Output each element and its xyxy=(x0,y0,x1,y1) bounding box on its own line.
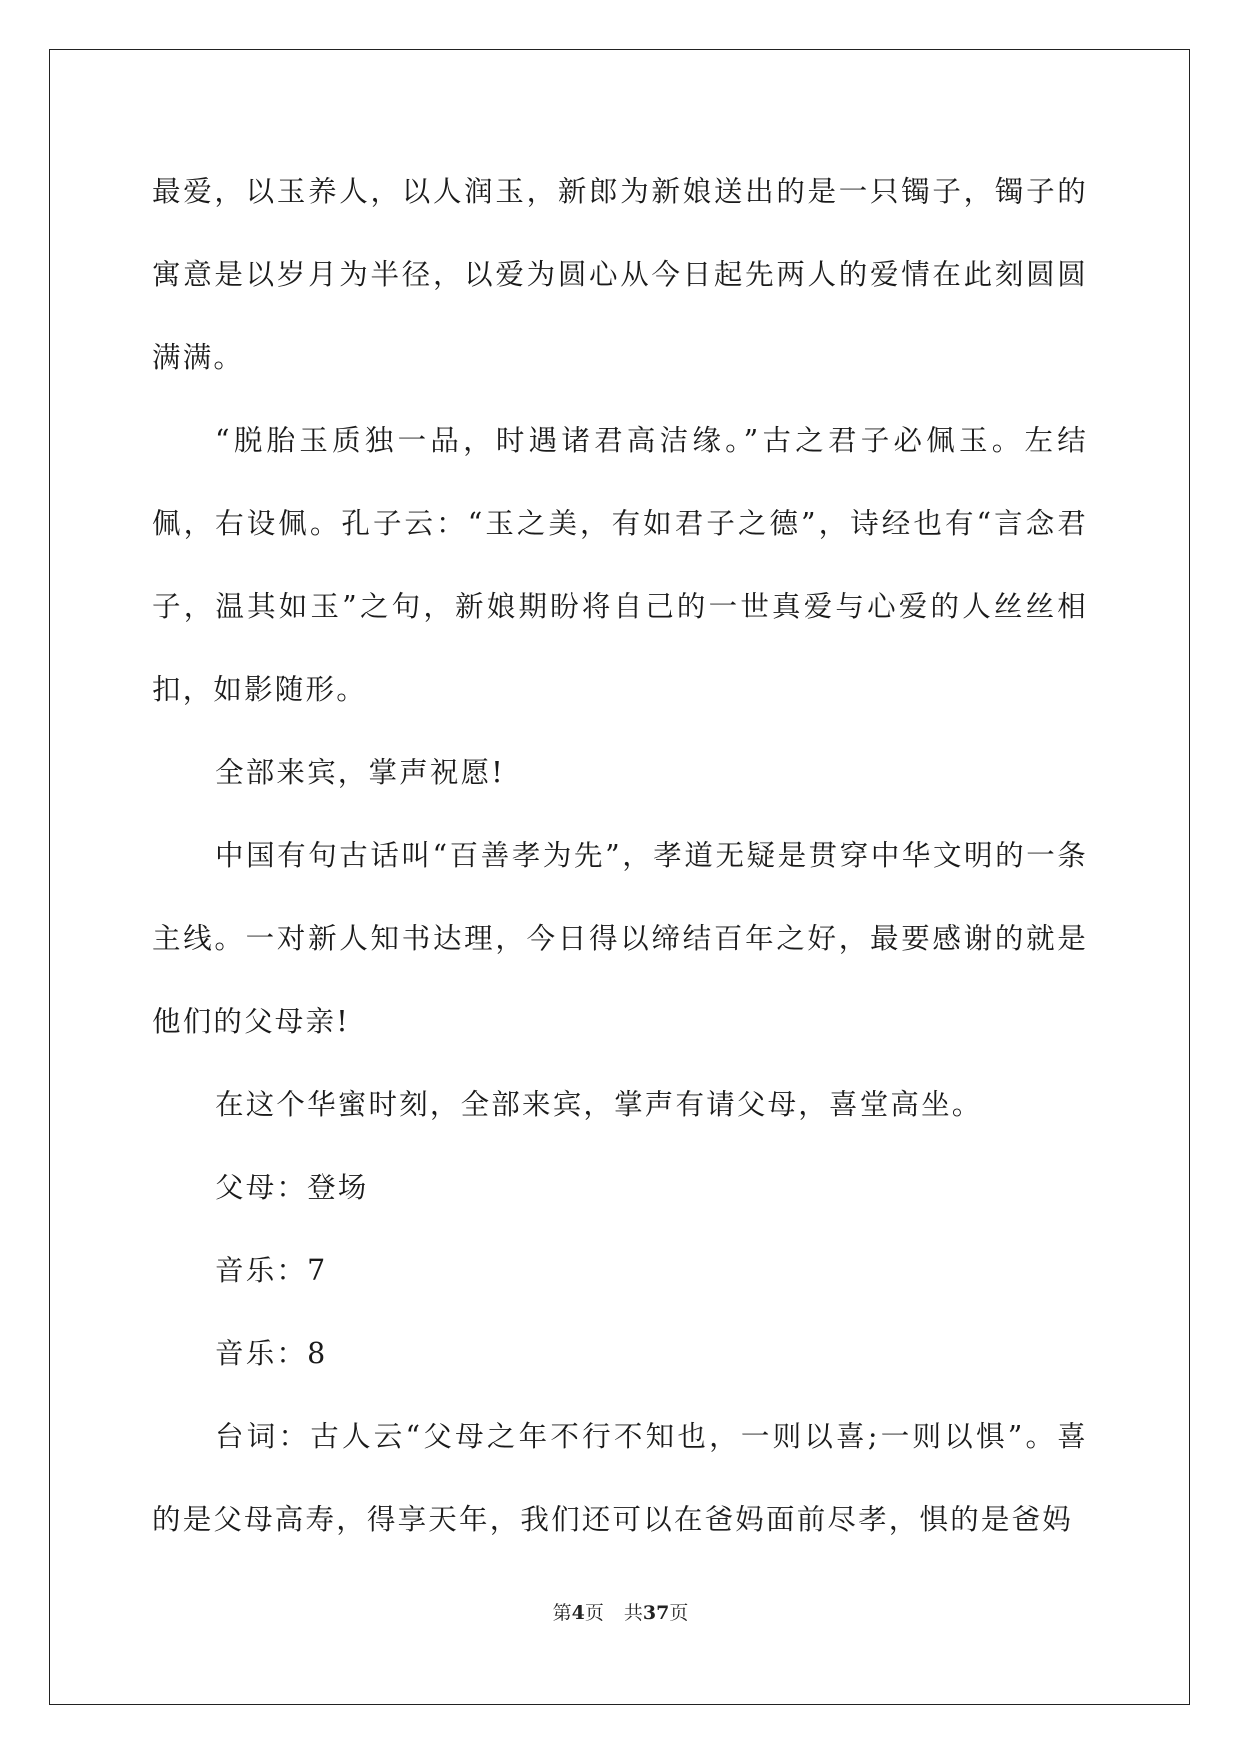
paragraph-4: 中国有句古话叫“百善孝为先”，孝道无疑是贯穿中华文明的一条主线。一对新人知书达理，今日得以缔结百年之好，最要感谢的就是他们的父母亲! xyxy=(152,839,1088,1038)
paragraph-6: 父母：登场 xyxy=(215,1171,369,1204)
page-number-footer xyxy=(0,1598,1241,1625)
footer-total-unit: 页 xyxy=(669,1602,689,1624)
paragraph-2: “脱胎玉质独一品，时遇诸君高洁缘。”古之君子必佩玉。左结佩，右设佩。孔子云：“玉之美，有如君子之德”，诗经也有“言念君子，温其如玉”之句，新娘期盼将自己的一世真爱与心爱的人丝丝相扣，如影随形。 xyxy=(152,424,1088,706)
paragraph-3: 全部来宾，掌声祝愿! xyxy=(215,756,505,789)
document-body xyxy=(152,150,1088,1561)
current-page-number: 4 xyxy=(571,1602,585,1624)
footer-total-prefix: 共 xyxy=(623,1602,643,1624)
paragraph-8: 音乐：8 xyxy=(215,1337,328,1370)
total-page-count: 37 xyxy=(642,1602,670,1624)
paragraph-9: 台词：古人云“父母之年不行不知也，一则以喜;一则以惧”。喜的是父母高寿，得享天年，我们还可以在爸妈面前尽孝，惧的是爸妈 xyxy=(152,1420,1088,1536)
paragraph-5: 在这个华蜜时刻，全部来宾，掌声有请父母，喜堂高坐。 xyxy=(215,1088,983,1121)
footer-page-unit: 页 xyxy=(584,1602,604,1624)
paragraph-1: 最爱，以玉养人，以人润玉，新郎为新娘送出的是一只镯子，镯子的寓意是以岁月为半径，以爱为圆心从今日起先两人的爱情在此刻圆圆满满。 xyxy=(152,175,1088,374)
footer-prefix: 第 xyxy=(552,1602,572,1624)
paragraph-7: 音乐：7 xyxy=(215,1254,328,1287)
